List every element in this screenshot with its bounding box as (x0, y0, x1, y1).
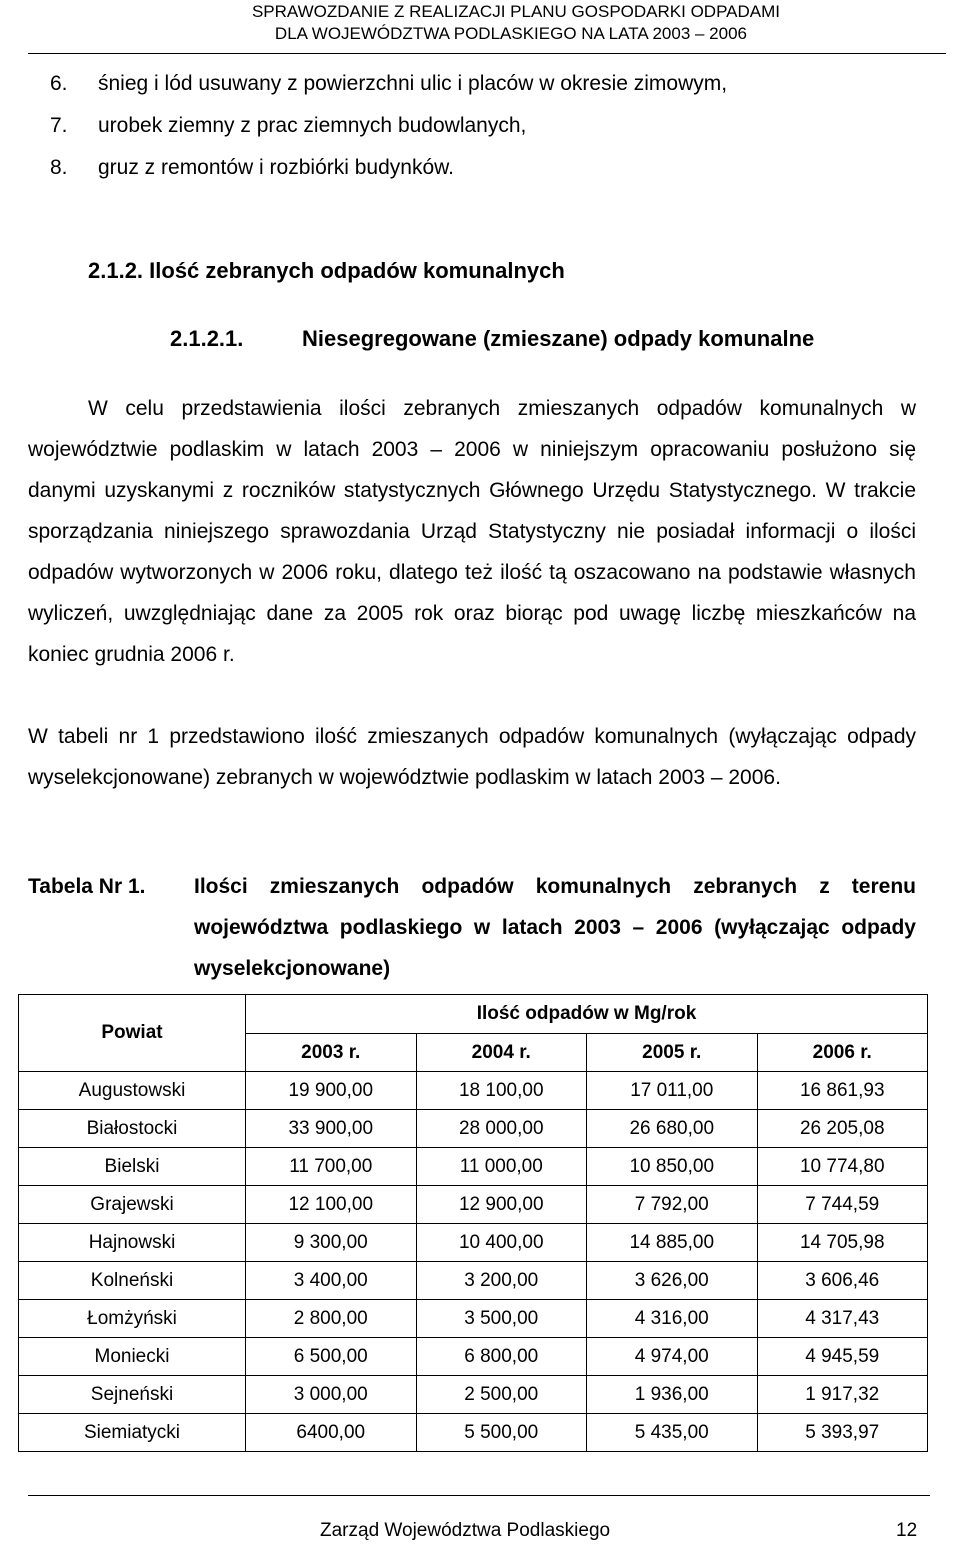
table-cell-value: 3 400,00 (246, 1262, 417, 1300)
table-cell-value: 2 800,00 (246, 1300, 417, 1338)
table-cell-value: 5 500,00 (416, 1414, 587, 1452)
table-cell-value: 1 917,32 (757, 1376, 928, 1414)
table-cell-value: 4 974,00 (587, 1338, 758, 1376)
table-cell-value: 1 936,00 (587, 1376, 758, 1414)
page-number: 12 (896, 1520, 918, 1541)
table-cell-value: 7 744,59 (757, 1186, 928, 1224)
table-cell-value: 4 316,00 (587, 1300, 758, 1338)
table-cell-value: 6 500,00 (246, 1338, 417, 1376)
column-header-year: 2006 r. (757, 1034, 928, 1072)
table-cell-powiat: Siemiatycki (19, 1414, 246, 1452)
header-title-line2: DLA WOJEWÓDZTWA PODLASKIEGO NA LATA 2003 – 2006 (274, 24, 747, 43)
list-item-text: urobek ziemny z prac ziemnych budowlanych, (98, 114, 527, 137)
table-cell-value: 12 100,00 (246, 1186, 417, 1224)
footer-divider (28, 1495, 930, 1496)
list-item-text: gruz z remontów i rozbiórki budynków. (98, 156, 454, 179)
table-row (19, 1186, 928, 1224)
header-divider (28, 53, 946, 54)
table-cell-value: 4 317,43 (757, 1300, 928, 1338)
list-item-number: 8. (50, 156, 68, 179)
list-item-number: 6. (50, 72, 68, 95)
column-header-powiat: Powiat (19, 995, 246, 1072)
table-cell-value: 26 205,08 (757, 1110, 928, 1148)
table-header-row (19, 995, 928, 1034)
table-cell-powiat: Sejneński (19, 1376, 246, 1414)
table-cell-value: 3 000,00 (246, 1376, 417, 1414)
table-cell-value: 3 500,00 (416, 1300, 587, 1338)
table-cell-value: 19 900,00 (246, 1072, 417, 1110)
table-cell-value: 26 680,00 (587, 1110, 758, 1148)
body-paragraph: W tabeli nr 1 przedstawiono ilość zmieszanych odpadów komunalnych (wyłączając odpady wyselekcjonowane) zebranych w województwie podlaskim w latach 2003 – 2006. (28, 725, 916, 789)
table-cell-powiat: Hajnowski (19, 1224, 246, 1262)
table-caption-text: Ilości zmieszanych odpadów komunalnych zebranych z terenu województwa podlaskiego w latach 2003 – 2006 (wyłączając odpady wyselekcjonowane) (194, 875, 916, 980)
table-cell-value: 3 606,46 (757, 1262, 928, 1300)
list-item (50, 70, 727, 112)
waste-data-table (18, 994, 928, 1452)
waste-type-list (50, 70, 727, 196)
table-cell-value: 18 100,00 (416, 1072, 587, 1110)
table-cell-value: 11 700,00 (246, 1148, 417, 1186)
list-item (50, 154, 727, 196)
table-caption-label: Tabela Nr 1. (28, 875, 146, 898)
table-row (19, 1262, 928, 1300)
table-cell-value: 14 885,00 (587, 1224, 758, 1262)
table-cell-powiat: Kolneński (19, 1262, 246, 1300)
table-cell-value: 5 435,00 (587, 1414, 758, 1452)
page-header (0, 0, 960, 54)
table-cell-value: 10 400,00 (416, 1224, 587, 1262)
subsection-number: 2.1.2.1. (170, 326, 244, 351)
section-heading: 2.1.2. Ilość zebranych odpadów komunalnych (88, 258, 565, 283)
table-cell-powiat: Augustowski (19, 1072, 246, 1110)
table-row (19, 1110, 928, 1148)
table-cell-value: 7 792,00 (587, 1186, 758, 1224)
header-title-line1: SPRAWOZDANIE Z REALIZACJI PLANU GOSPODARKI ODPADAMI (251, 2, 780, 21)
subsection-heading (170, 326, 814, 352)
table-row (19, 1224, 928, 1262)
table-cell-value: 14 705,98 (757, 1224, 928, 1262)
table-cell-value: 3 200,00 (416, 1262, 587, 1300)
body-paragraph: W celu przedstawienia ilości zebranych zmieszanych odpadów komunalnych w województwie podlaskim w latach 2003 – 2006 w niniejszym opracowaniu posłużono się danymi uzyskanymi z roczników statystycznych Głównego Urzędu Statystycznego. W trakcie sporządzania niniejszego sprawozdania Urząd Statystyczny nie posiadał informacji o ilości odpadów wytworzonych w 2006 roku, dlatego też ilość tą oszacowano na podstawie własnych wyliczeń, uwzględniając dane za 2005 rok oraz biorąc pod uwagę liczbę mieszkańców na koniec grudnia 2006 r. (28, 397, 916, 666)
table-cell-value: 33 900,00 (246, 1110, 417, 1148)
footer-organization: Zarząd Województwa Podlaskiego (320, 1520, 611, 1541)
table-cell-value: 4 945,59 (757, 1338, 928, 1376)
table-row (19, 1414, 928, 1452)
subsection-title: Niesegregowane (zmieszane) odpady komunalne (302, 326, 815, 351)
column-header-year: 2004 r. (416, 1034, 587, 1072)
table-cell-powiat: Bielski (19, 1148, 246, 1186)
table-cell-value: 10 850,00 (587, 1148, 758, 1186)
table-row (19, 1376, 928, 1414)
table-cell-value: 12 900,00 (416, 1186, 587, 1224)
table-cell-value: 2 500,00 (416, 1376, 587, 1414)
table-cell-value: 17 011,00 (587, 1072, 758, 1110)
table-cell-value: 28 000,00 (416, 1110, 587, 1148)
table-cell-powiat: Grajewski (19, 1186, 246, 1224)
table-cell-value: 11 000,00 (416, 1148, 587, 1186)
table-cell-value: 5 393,97 (757, 1414, 928, 1452)
table-cell-value: 6400,00 (246, 1414, 417, 1452)
table-cell-powiat: Białostocki (19, 1110, 246, 1148)
list-item (50, 112, 727, 154)
table-cell-value: 10 774,80 (757, 1148, 928, 1186)
table-row (19, 1338, 928, 1376)
list-item-text: śnieg i lód usuwany z powierzchni ulic i placów w okresie zimowym, (98, 72, 728, 95)
table-row (19, 1148, 928, 1186)
table-cell-value: 9 300,00 (246, 1224, 417, 1262)
column-header-year: 2003 r. (246, 1034, 417, 1072)
table-row (19, 1072, 928, 1110)
column-header-year: 2005 r. (587, 1034, 758, 1072)
table-cell-value: 6 800,00 (416, 1338, 587, 1376)
table-cell-powiat: Łomżyński (19, 1300, 246, 1338)
table-cell-value: 16 861,93 (757, 1072, 928, 1110)
table-cell-powiat: Moniecki (19, 1338, 246, 1376)
table-cell-value: 3 626,00 (587, 1262, 758, 1300)
table-row (19, 1300, 928, 1338)
column-group-header: Ilość odpadów w Mg/rok (246, 995, 928, 1034)
list-item-number: 7. (50, 114, 68, 137)
